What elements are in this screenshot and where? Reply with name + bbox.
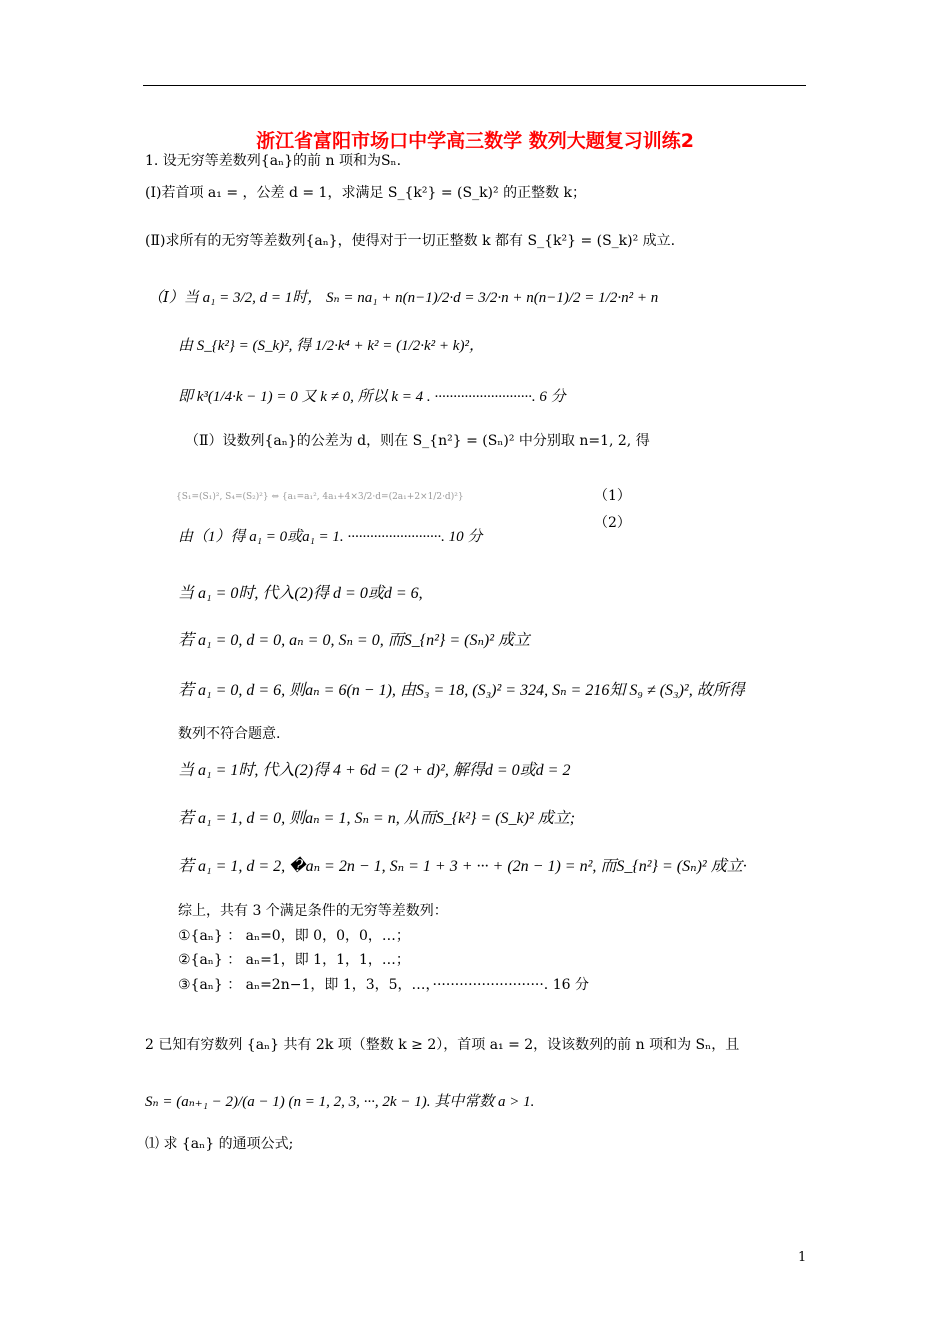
problem-2-intro: 2 已知有穷数列 {aₙ} 共有 2k 项（整数 k ≥ 2），首项 a₁ = 2，设该数列的前 n 项和为 Sₙ，且	[145, 1037, 740, 1053]
solution-line-2: 由 S_{k²} = (S_k)², 得 1/2·k⁴ + k² = (1/2·k² + k)²，	[178, 338, 484, 354]
summary-item-1: ①{aₙ} ： aₙ=0，即 0，0，0，…；	[178, 928, 410, 944]
solution-line-8: 若 a₁ = 0, d = 0, aₙ = 0, Sₙ = 0, 而S_{n²} = (Sₙ)² 成立	[178, 632, 531, 649]
problem-2-part-1: ⑴ 求 {aₙ} 的通项公式;	[145, 1136, 294, 1152]
problem-1-intro: 1. 设无穷等差数列{aₙ}的前 n 项和为Sₙ.	[145, 153, 402, 169]
solution-line-9: 若 a₁ = 0, d = 6, 则aₙ = 6(n − 1), 由S₃ = 18, (S₃)² = 324, Sₙ = 216知 S₉ ≠ (S₃)², 故所得	[178, 682, 745, 699]
summary-item-2: ②{aₙ} ： aₙ=1，即 1，1，1，…；	[178, 952, 410, 968]
solution-system-image: {S₁=(S₁)², S₄=(S₂)²} ⇔ {a₁=a₁², 4a₁+4×3/2·d=(2a₁+2×1/2·d)²}	[176, 492, 464, 502]
solution-line-7: 当 a₁ = 0时, 代入(2)得 d = 0或d = 6,	[178, 585, 423, 602]
summary-item-3: ③{aₙ} ： aₙ=2n−1，即 1，3，5，…，·························. 16 分	[178, 977, 589, 993]
problem-2-condition: Sₙ = (aₙ₊₁ − 2)/(a − 1) (n = 1, 2, 3, ···, 2k − 1). 其中常数 a > 1.	[145, 1094, 535, 1110]
header-rule	[143, 85, 806, 86]
equation-label-2: （2）	[594, 515, 631, 531]
problem-1-part-2: (Ⅱ)求所有的无穷等差数列{aₙ}，使得对于一切正整数 k 都有 S_{k²} = (S_k)² 成立.	[145, 233, 676, 249]
summary-line: 综上，共有 3 个满足条件的无穷等差数列：	[178, 903, 448, 919]
equation-label-1: （1）	[594, 488, 631, 504]
solution-line-3: 即 k³(1/4·k − 1) = 0 又 k ≠ 0, 所以 k = 4 . ··························. 6 分	[178, 389, 566, 405]
solution-line-4: （Ⅱ）设数列{aₙ}的公差为 d，则在 S_{n²} = (Sₙ)² 中分别取 n=1, 2, 得	[185, 433, 650, 449]
solution-line-1: （Ⅰ）当 a₁ = 3/2, d = 1时， Sₙ = na₁ + n(n−1)/2·d = 3/2·n + n(n−1)/2 = 1/2·n² + n	[148, 290, 659, 306]
solution-line-10: 数列不符合题意.	[178, 726, 281, 742]
solution-line-6: 由（1）得 a₁ = 0或a₁ = 1. ·························. 10 分	[178, 529, 483, 545]
problem-1-part-1: (Ⅰ)若首项 a₁ = ，公差 d = 1，求满足 S_{k²} = (S_k)² 的正整数 k；	[145, 185, 587, 201]
solution-line-13: 若 a₁ = 1, d = 2, �aₙ = 2n − 1, Sₙ = 1 + 3 + ··· + (2n − 1) = n², 而S_{n²} = (Sₙ)² 成立·	[178, 858, 747, 875]
solution-line-12: 若 a₁ = 1, d = 0, 则aₙ = 1, Sₙ = n, 从而S_{k²} = (S_k)² 成立;	[178, 810, 576, 827]
page-number: 1	[798, 1250, 807, 1265]
solution-line-11: 当 a₁ = 1时, 代入(2)得 4 + 6d = (2 + d)², 解得d = 0或d = 2	[178, 762, 571, 779]
page-title: 浙江省富阳市场口中学高三数学 数列大题复习训练2	[256, 130, 694, 152]
